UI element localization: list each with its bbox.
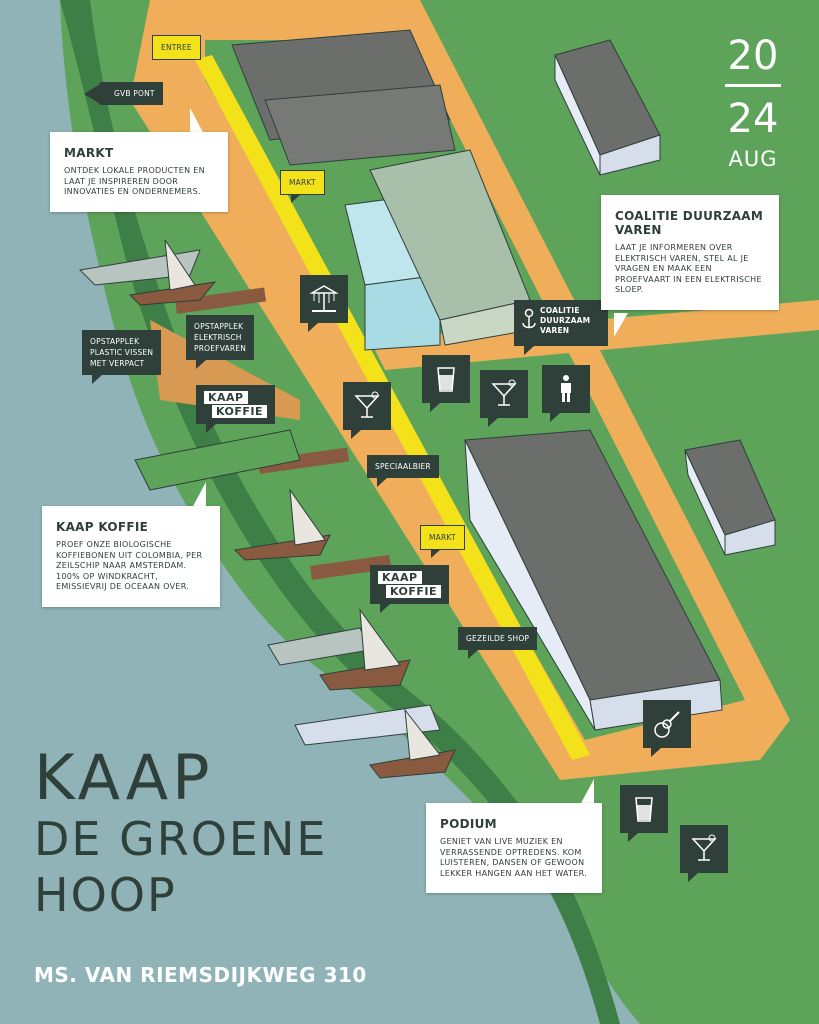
podium-card-body: GENIET VAN LIVE MUZIEK EN VERRASSENDE OPTREDENS. KOM LUISTEREN, DANSEN OF GEWOON LEKKER HANGEN AAN HET WATER. xyxy=(440,837,588,878)
event-address: MS. VAN RIEMSDIJKWEG 310 xyxy=(34,963,367,987)
cocktail-icon-marker-3 xyxy=(680,825,728,873)
event-title xyxy=(34,741,328,923)
anchor-icon xyxy=(522,308,536,332)
coalitie-card-pointer xyxy=(614,313,628,337)
event-date xyxy=(721,34,785,171)
title-line-3: HOOP xyxy=(34,868,177,922)
gezeilde-shop-tag: GEZEILDE SHOP xyxy=(458,627,537,650)
title-line-2: DE GROENE xyxy=(34,812,328,866)
toilet-icon xyxy=(550,373,582,405)
kaap-koffie-brand-tag-1 xyxy=(196,385,275,424)
coalitie-logo-line3: VAREN xyxy=(540,326,570,335)
toilet-icon-marker xyxy=(542,365,590,413)
cocktail-icon xyxy=(488,378,520,410)
beer-icon xyxy=(430,363,462,395)
kaap-koffie-card-title: KAAP KOFFIE xyxy=(56,520,149,534)
coalitie-logo-line1: COALITIE xyxy=(540,306,580,315)
markt-tag-top: MARKT xyxy=(280,170,325,195)
beer-icon-marker-2 xyxy=(620,785,668,833)
markt-card-body: ONTDEK LOKALE PRODUCTEN EN LAAT JE INSPIREREN DOOR INNOVATIES EN ONDERNEMERS. xyxy=(64,166,205,196)
date-start: 20 xyxy=(727,33,779,79)
date-divider xyxy=(725,84,781,87)
arrow-left-icon xyxy=(84,84,100,104)
coalitie-logo-tag xyxy=(514,300,608,346)
coalitie-logo-line2: DUURZAAM xyxy=(540,316,591,325)
cocktail-icon xyxy=(688,833,720,865)
title-line-1: KAAP xyxy=(34,741,214,814)
brand-kaap: KAAP xyxy=(378,571,422,584)
markt-card-title: MARKT xyxy=(64,146,114,160)
kaap-koffie-card-pointer xyxy=(192,482,206,508)
markt-card-pointer xyxy=(190,108,204,134)
guitar-icon-marker xyxy=(643,700,691,748)
kaap-koffie-card-body: PROEF ONZE BIOLOGISCHE KOFFIEBONEN UIT COLOMBIA, PER ZEILSCHIP NAAR AMSTERDAM. 100% OP WINDKRACHT, EMISSIEVRIJ DE OCEAAN OVER. xyxy=(56,540,203,591)
markt-card xyxy=(50,132,228,212)
carousel-icon-marker xyxy=(300,275,348,323)
coalitie-card xyxy=(601,195,779,310)
podium-card xyxy=(426,803,602,893)
opstapplek-plastic-tag: OPSTAPPLEK PLASTIC VISSEN MET VERPACT xyxy=(82,330,161,375)
gvb-pont-tag xyxy=(100,82,163,105)
coalitie-card-title: COALITIE DUURZAAM VAREN xyxy=(615,209,764,237)
cocktail-icon-marker-1 xyxy=(343,382,391,430)
date-month: AUG xyxy=(728,147,778,171)
podium-card-pointer xyxy=(580,779,594,805)
beer-icon-marker-1 xyxy=(422,355,470,403)
markt-tag-mid: MARKT xyxy=(420,525,465,550)
cocktail-icon-marker-2 xyxy=(480,370,528,418)
date-end: 24 xyxy=(727,96,779,142)
speciaalbier-tag: SPECIAALBIER xyxy=(367,455,439,478)
entree-tag: ENTREE xyxy=(152,35,201,60)
brand-kaap: KAAP xyxy=(204,391,248,404)
beer-icon xyxy=(628,793,660,825)
coalitie-card-body: LAAT JE INFORMEREN OVER ELEKTRISCH VAREN, STEL AL JE VRAGEN EN MAAK EEN PROEFVAART IN EEN ELEKTRISCHE SLOEP. xyxy=(615,243,762,294)
gvb-pont-label: GVB PONT xyxy=(114,89,155,98)
kaap-koffie-card xyxy=(42,506,220,607)
opstapplek-elektrisch-tag: OPSTAPPLEK ELEKTRISCH PROEFVAREN xyxy=(186,315,254,360)
guitar-icon xyxy=(651,708,683,740)
brand-koffie: KOFFIE xyxy=(212,405,267,418)
cocktail-icon xyxy=(351,390,383,422)
podium-card-title: PODIUM xyxy=(440,817,497,831)
brand-koffie: KOFFIE xyxy=(386,585,441,598)
carousel-icon xyxy=(308,283,340,315)
kaap-koffie-brand-tag-2 xyxy=(370,565,449,604)
